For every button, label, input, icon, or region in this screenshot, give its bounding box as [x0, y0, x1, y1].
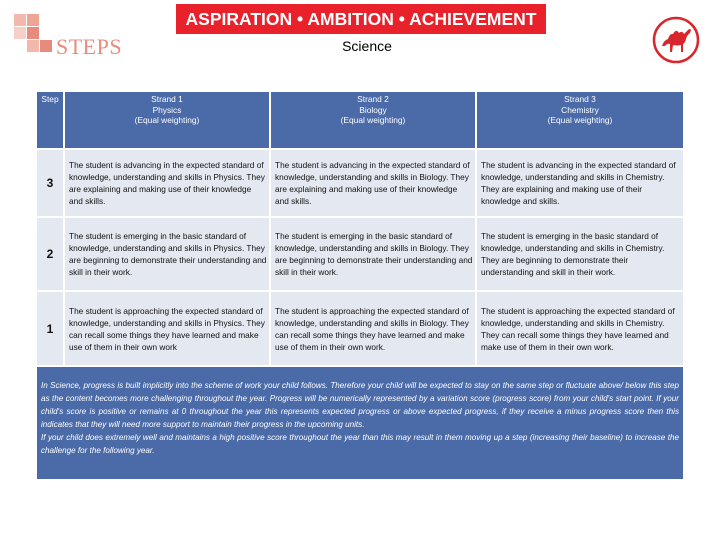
description-text: The student is emerging in the basic standard of knowledge, understanding and skills in Chemistry. They are beginning to demonstrate their understanding and skill in their work.: [481, 231, 665, 277]
description-text: The student is approaching the expected standard of knowledge, understanding and skills in Chemistry. They can recall some things they have learned and make use of them in their own work.: [481, 305, 675, 352]
note-paragraph-2: If your child does extremely well and maintains a high positive score throughout the year than this may result in them moving up a step (increasing their baseline) to increase the challenge for the following year.: [41, 433, 679, 455]
strand-header-title: Strand 2: [357, 94, 389, 104]
strand-header-title: Strand 1: [151, 94, 183, 104]
strand-header-2: [271, 92, 475, 148]
strand-header-subject: Physics: [152, 104, 182, 115]
strand-description: [477, 150, 683, 216]
logo-text: STEPS: [56, 34, 123, 59]
strand-header-weighting: (Equal weighting): [340, 115, 406, 125]
step-number: 1: [37, 292, 63, 365]
strand-header-weighting: (Equal weighting): [134, 115, 200, 125]
strand-description: [271, 218, 475, 290]
strand-header-weighting: (Equal weighting): [547, 115, 613, 125]
description-text: The student is approaching the expected standard of knowledge, understanding and skills in Biology. They can recall some things they have learned and make use of them in their own work.: [275, 305, 469, 352]
strand-description: [477, 218, 683, 290]
strand-description: [65, 150, 269, 216]
strand-description: [271, 292, 475, 365]
description-text: The student is emerging in the basic standard of knowledge, understanding and skills in Physics. They are beginning to demonstrate their understanding and skill in their work.: [69, 231, 267, 277]
step-number: 2: [37, 218, 63, 290]
strand-description: [477, 292, 683, 365]
steps-table: [37, 92, 683, 365]
note-paragraph-1: In Science, progress is built implicitly into the scheme of work your child follows. Therefore your child will be expected to stay on the same step or fluctuate above/ below this step as the content becomes more challenging throughout the year. Progress will be numerically represented by a variation score (progress score) from your child's start point. If your child's score is positive or remains at 0 throughout the year this represents expected progress or above expected progress, if they receive a minus progress score then this indicates that they will need more support to maintain their progress in the upcoming units.: [41, 381, 679, 429]
strand-header-subject: Chemistry: [561, 104, 599, 115]
description-text: The student is advancing in the expected standard of knowledge, understanding and skills in Chemistry. They are explaining and making use of their knowledge and skills.: [481, 160, 676, 206]
description-text: The student is emerging in the basic standard of knowledge, understanding and skills in Biology. They are beginning to demonstrate their understanding and skill in their work.: [275, 231, 473, 277]
description-text: The student is advancing in the expected standard of knowledge, understanding and skills in Physics. They are explaining and making use of their knowledge and skills.: [69, 160, 265, 206]
page-title: Science: [342, 38, 392, 54]
strand-header-subject: Biology: [359, 104, 387, 115]
strand-description: [65, 292, 269, 365]
strand-header-3: [477, 92, 683, 148]
step-number: 3: [37, 150, 63, 216]
strand-header-1: [65, 92, 269, 148]
description-text: The student is approaching the expected standard of knowledge, understanding and skills in Physics. They can recall some things they have learned and make use of them in their own work: [69, 305, 265, 352]
progress-note: [37, 367, 683, 479]
strand-description: [65, 218, 269, 290]
motto-banner: ASPIRATION • AMBITION • ACHIEVEMENT: [176, 4, 546, 34]
step-column-header: Step: [37, 92, 63, 148]
camel-crest-icon: [652, 16, 700, 64]
strand-description: [271, 150, 475, 216]
strand-header-title: Strand 3: [564, 94, 596, 104]
description-text: The student is advancing in the expected standard of knowledge, understanding and skills in Biology. They are explaining and making use of their knowledge and skills.: [275, 160, 470, 206]
